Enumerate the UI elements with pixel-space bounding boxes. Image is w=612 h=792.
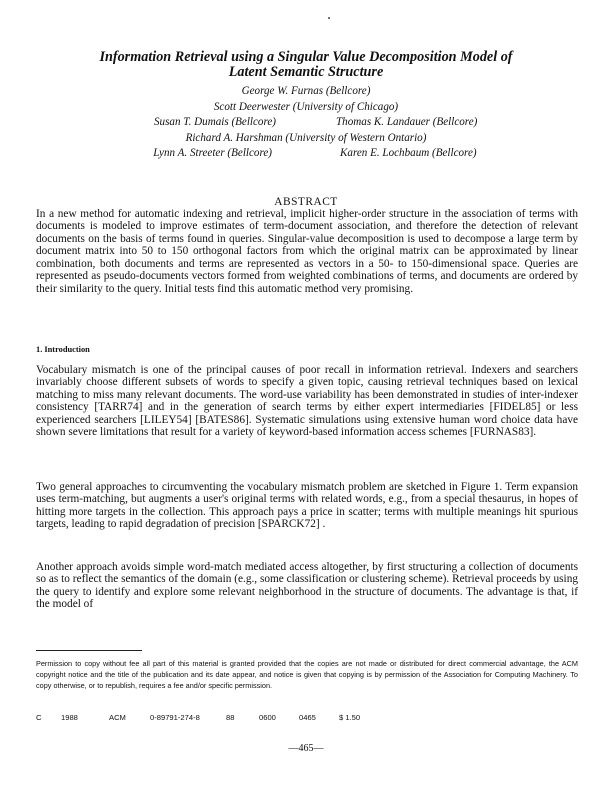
copyright-mark: C — [36, 713, 42, 722]
author-harshman: Richard A. Harshman (University of Western Ontario) — [185, 131, 427, 144]
intro-paragraph-2: Two general approaches to circumventing the vocabulary mismatch problem are sketched in Figure 1. Term expansion uses term-matching, but augments a user's original terms with related words, e.g., from a special thesaurus, in hopes of hitting more targets in the collection. This approach pays a price in scatter; terms with multiple meanings hit spurious targets, leading to rapid degradation of precision [SPARCK72] . — [36, 481, 578, 531]
title-line-2: Latent Semantic Structure — [228, 64, 384, 80]
title-line-1: Information Retrieval using a Singular Value Decomposition Model of — [99, 49, 513, 65]
author-lochbaum: Karen E. Lochbaum (Bellcore) — [340, 147, 477, 159]
pub-price: $ 1.50 — [339, 713, 361, 722]
abstract-heading: ABSTRACT — [274, 196, 338, 208]
author-row-2 — [70, 115, 542, 131]
author-block — [70, 84, 542, 162]
pub-year: 1988 — [61, 713, 78, 722]
scan-speck — [328, 17, 330, 19]
pub-isbn: 0-89791-274-8 — [150, 713, 200, 722]
pub-org: ACM — [109, 713, 126, 722]
author-row-4 — [70, 146, 542, 162]
intro-paragraph-3: Another approach avoids simple word-match mediated access altogether, by first structuring a collection of documents so as to reflect the semantics of the domain (e.g., some classification or clustering scheme). Retrieval proceeds by using the query to identify and explore some relevant neighborhood in the structure of documents. The advantage is that, if the model of — [36, 561, 578, 611]
paper-title — [40, 50, 572, 80]
author-furnas: George W. Furnas (Bellcore) — [241, 85, 371, 97]
pub-code-2: 0600 — [259, 713, 276, 722]
abstract-text: In a new method for automatic indexing and retrieval, implicit higher-order structure in the association of terms with documents is modeled to improve estimates of term-document association, and therefore the detection of relevant documents on the basis of terms found in queries. Singular-value decomposition is used to decompose a large term by document matrix into 50 to 150 orthogonal factors from which the original matrix can be approximated by linear combination, both documents and terms are represented as vectors in a 50- to 150-dimensional space. Queries are represented as pseudo-documents vectors formed from weighted combinations of terms, and documents are ordered by their similarity to the query. Initial tests find this automatic method very promising. — [36, 208, 578, 295]
author-dumais: Susan T. Dumais (Bellcore) — [153, 116, 276, 128]
author-landauer: Thomas K. Landauer (Bellcore) — [336, 116, 478, 128]
author-deerwester: Scott Deerwester (University of Chicago) — [213, 100, 399, 113]
page-number: —465— — [288, 743, 324, 754]
footnote-rule — [36, 650, 142, 651]
permission-notice: Permission to copy without fee all part of this material is granted provided that the copies are not made or distributed for direct commercial advantage, the ACM copyright notice and the title of the publication and its date appear, and notice is given that copying is by permission of the Association for Computing Machinery. To copy otherwise, or to republish, requires a fee and/or specific permission. — [36, 659, 578, 691]
pub-code-3: 0465 — [299, 713, 316, 722]
pub-code-1: 88 — [226, 713, 235, 722]
author-streeter: Lynn A. Streeter (Bellcore) — [153, 147, 272, 159]
section-heading-introduction: 1. Introduction — [36, 345, 90, 354]
intro-paragraph-1: Vocabulary mismatch is one of the principal causes of poor recall in information retrieval. Indexers and searchers invariably choose different subsets of words to specify a given topic, causing retrieval techniques based on lexical matching to miss many relevant documents. The word-use variability has been demonstrated in studies of inter-indexer consistency [TARR74] and in the generation of search terms by either expert intermediaries [FIDEL85] or less experienced searchers [LILEY54] [BATES86]. Systematic simulations using extensive human word choice data have shown severe limitations that result for a variety of keyword-based information access schemes [FURNAS83]. — [36, 364, 578, 439]
